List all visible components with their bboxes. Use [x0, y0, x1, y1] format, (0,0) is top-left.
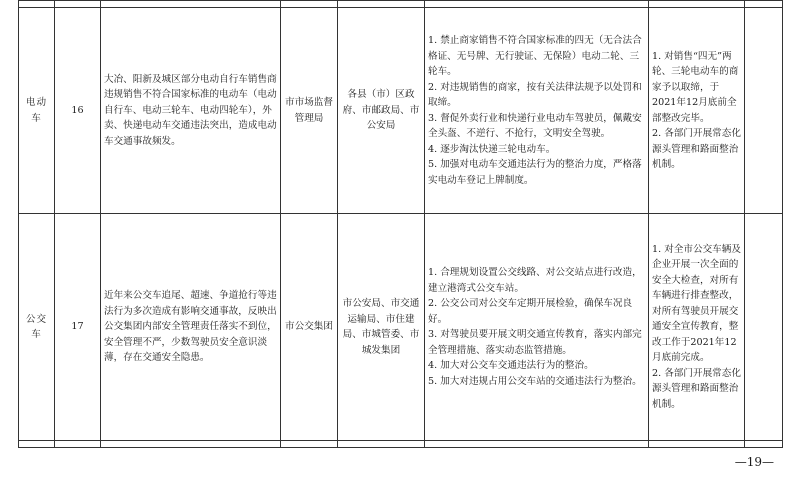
measure-item: 2. 对违规销售的商家，按有关法律法规予以处罚和取缔。 [428, 81, 642, 108]
lead-unit-cell: 市公交集团 [281, 214, 338, 441]
measure-item: 2. 公交公司对公交车定期开展检验，确保车况良好。 [428, 298, 633, 325]
measure-item: 4. 加大对公交车交通违法行为的整治。 [428, 360, 594, 371]
number-cell: 16 [55, 8, 101, 214]
deadline-item: 2. 各部门开展常态化源头管理和路面整治机制。 [652, 367, 741, 410]
measure-item: 3. 对驾驶员要开展文明交通宣传教育，落实内部完全管理措施、落实动态监管措施。 [428, 329, 642, 356]
responsible-units-cell: 市公安局、市交通运输局、市住建局、市城管委、市城发集团 [338, 214, 425, 441]
table-row-bottom-partial [19, 441, 783, 448]
table-row [19, 214, 783, 441]
problem-cell: 近年来公交车追尾、超速、争道抢行等违法行为多次造成有影响交通事故，反映出公交集团内部安全管理责任落实不到位，安全管理不严，少数驾驶员安全意识淡薄，存在交通安全隐患。 [101, 214, 281, 441]
deadline-item: 1. 对销售“四无”两轮、三轮电动车的商家予以取缔，于2021年12月底前全部整改完毕。 [652, 50, 739, 124]
responsible-units-cell: 各县（市）区政府、市邮政局、市公安局 [338, 8, 425, 214]
measure-item: 3. 督促外卖行业和快递行业电动车驾驶员，佩戴安全头盔、不逆行、不抢行，文明安全驾驶。 [428, 112, 642, 139]
measures-cell [425, 8, 649, 214]
number-cell: 17 [55, 214, 101, 441]
problem-cell: 大冶、阳新及城区部分电动自行车销售商违规销售不符合国家标准的电动车（电动自行车、电动三轮车、电动四轮车），外卖、快递电动车交通违法突出，造成电动车交通事故频发。 [101, 8, 281, 214]
lead-unit-cell: 市市场监督管理局 [281, 8, 338, 214]
deadline-cell [649, 8, 745, 214]
measure-item: 4. 逐步淘汰快递三轮电动车。 [428, 143, 556, 155]
rectification-table [18, 0, 783, 448]
measure-item: 5. 加强对电动车交通违法行为的整治力度，严格落实电动车登记上牌制度。 [428, 159, 642, 186]
measure-item: 5. 加大对违规占用公交车站的交通违法行为整治。 [428, 375, 642, 387]
category-cell: 公交车 [19, 214, 55, 441]
table-row-top-partial [19, 1, 783, 8]
category-cell: 电动车 [19, 8, 55, 214]
measures-cell [425, 214, 649, 441]
remarks-cell [745, 8, 783, 214]
measure-item: 1. 禁止商家销售不符合国家标准的四无（无合法合格证、无号牌、无行驶证、无保险）电动二轮、三轮车。 [428, 35, 642, 77]
deadline-item: 2. 各部门开展常态化源头管理和路面整治机制。 [652, 128, 741, 170]
deadline-item: 1. 对全市公交车辆及企业开展一次全面的安全大检查，对所有车辆进行排查整改，对所有驾驶员开展交通安全宣传教育，整改工作于2021年12月底前完成。 [652, 243, 741, 364]
remarks-cell [745, 214, 783, 441]
measure-item: 1. 合理规划设置公交线路、对公交站点进行改造，建立港湾式公交车站。 [428, 267, 642, 294]
page-number: —19— [734, 455, 774, 469]
table-row [19, 8, 783, 214]
deadline-cell [649, 214, 745, 441]
